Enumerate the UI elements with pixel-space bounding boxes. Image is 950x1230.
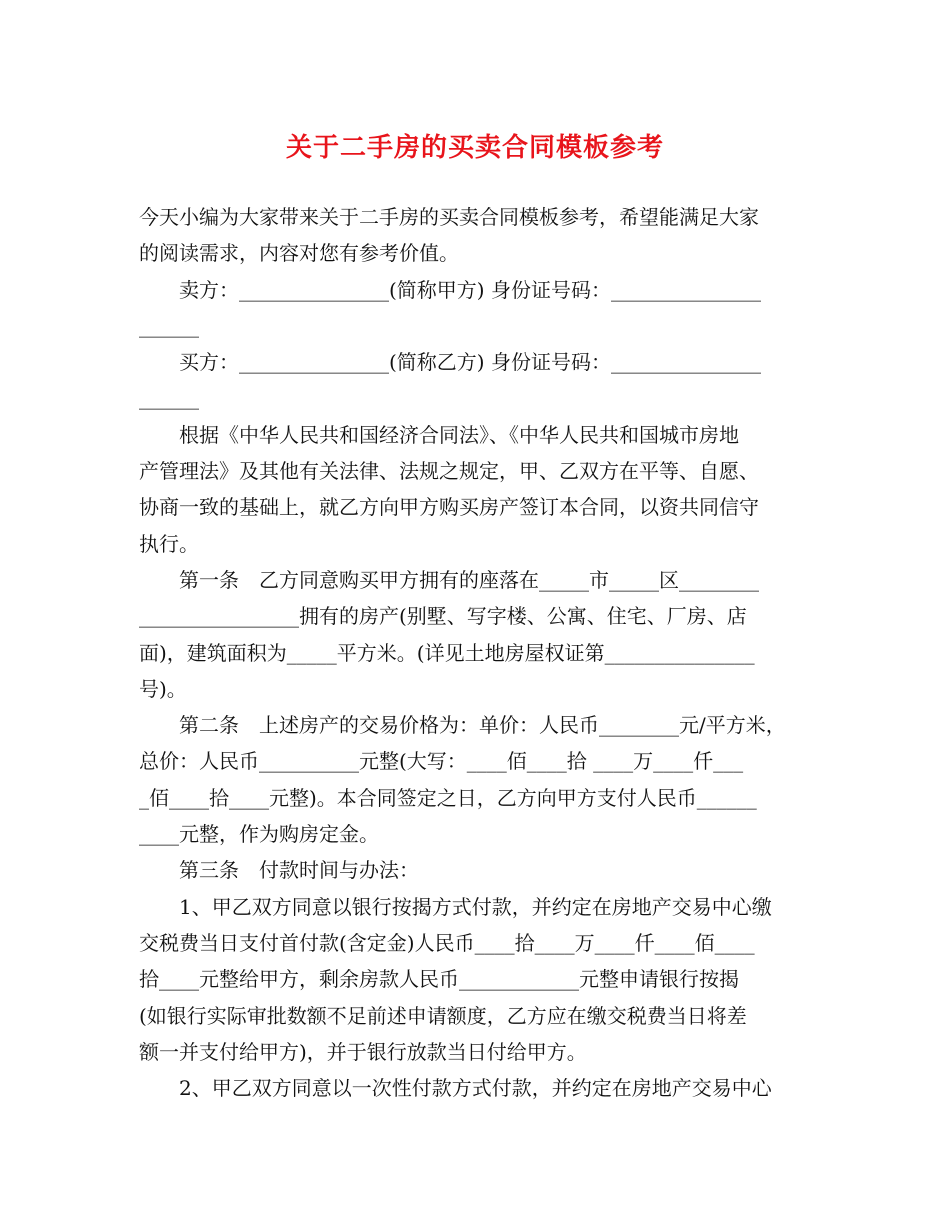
body-line: 拾____元整给甲方，剩余房款人民币____________元整申请银行按揭: [139, 967, 739, 992]
body-line: 总价：人民币__________元整(大写：____佰____拾 ____万____仟___: [139, 749, 744, 774]
body-line: 第一条 乙方同意购买甲方拥有的座落在_____市_____区________: [139, 567, 759, 592]
body-line: 买方：_______________(简称乙方) 身份证号码：_______________: [139, 350, 761, 375]
document-body: [139, 199, 815, 1106]
body-line: 第三条 付款时间与办法：: [139, 858, 419, 883]
body-line: _佰____拾____元整)。本合同签定之日，乙方向甲方支付人民币______: [139, 785, 757, 810]
body-line: 卖方：_______________(简称甲方) 身份证号码：_______________: [139, 277, 761, 302]
body-line: 执行。: [139, 531, 199, 556]
body-line: 根据《中华人民共和国经济合同法》、《中华人民共和国城市房地: [139, 422, 739, 447]
body-line: 额一并支付给甲方)，并于银行放款当日付给甲方。: [139, 1039, 587, 1064]
body-line: 交税费当日支付首付款(含定金)人民币____拾____万____仟____佰____: [139, 930, 755, 955]
body-line: 第二条 上述房产的交易价格为：单价：人民币________元/平方米，: [139, 713, 786, 738]
body-line: 产管理法》及其他有关法律、法规之规定，甲、乙双方在平等、自愿、: [139, 459, 759, 484]
body-line: 协商一致的基础上，就乙方向甲方购买房产签订本合同，以资共同信守: [139, 495, 759, 520]
body-line: ______: [139, 386, 199, 411]
body-line: 面)，建筑面积为_____平方米。(详见土地房屋权证第_______________: [139, 640, 755, 665]
body-line: ________________拥有的房产(别墅、写字楼、公寓、住宅、厂房、店: [139, 604, 747, 629]
document-title: 关于二手房的买卖合同模板参考: [285, 133, 664, 163]
body-line: 2、甲乙双方同意以一次性付款方式付款，并约定在房地产交易中心: [139, 1076, 772, 1101]
body-line: 1、甲乙双方同意以银行按揭方式付款，并约定在房地产交易中心缴: [139, 894, 772, 919]
body-line: (如银行实际审批数额不足前述申请额度，乙方应在缴交税费当日将差: [139, 1003, 747, 1028]
body-line: 号)。: [139, 676, 187, 701]
body-line: ______: [139, 313, 199, 338]
body-line: 的阅读需求，内容对您有参考价值。: [139, 241, 459, 266]
body-line: ____元整，作为购房定金。: [139, 822, 379, 847]
body-line: 今天小编为大家带来关于二手房的买卖合同模板参考，希望能满足大家: [139, 205, 759, 229]
